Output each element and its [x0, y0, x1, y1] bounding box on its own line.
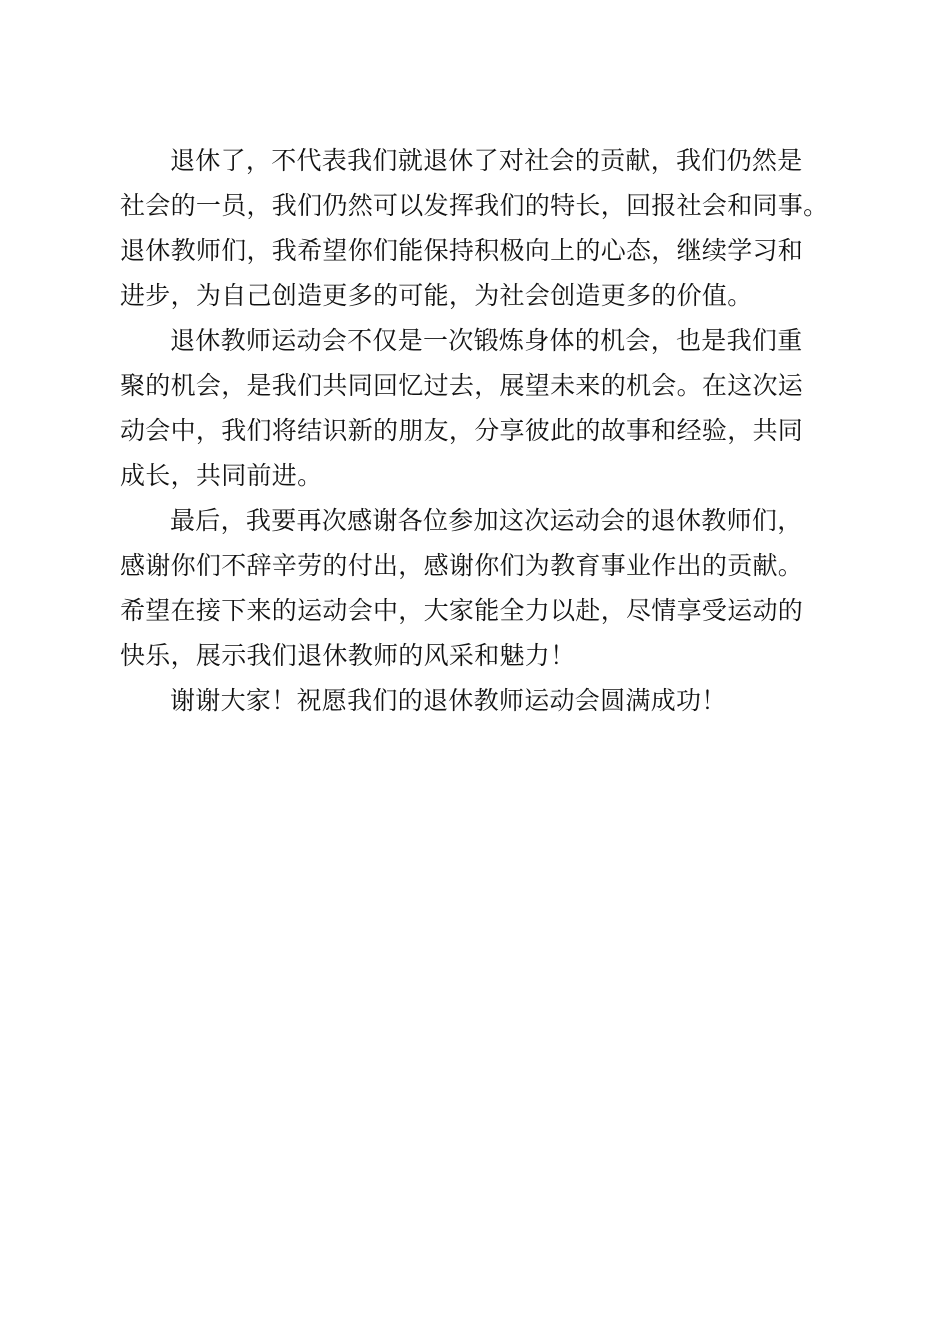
paragraph-3 [120, 498, 840, 678]
paragraph-2 [120, 318, 840, 498]
paragraph-line: 最后，我要再次感谢各位参加这次运动会的退休教师们， [170, 506, 803, 535]
paragraph-line: 聚的机会，是我们共同回忆过去，展望未来的机会。在这次运 [120, 371, 804, 400]
paragraph-line: 退休了，不代表我们就退休了对社会的贡献，我们仍然是 [170, 146, 803, 175]
paragraph-1 [120, 138, 840, 318]
paragraph-line: 社会的一员，我们仍然可以发挥我们的特长，回报社会和同事。 [120, 191, 829, 220]
paragraph-line: 谢谢大家！祝愿我们的退休教师运动会圆满成功！ [170, 686, 727, 715]
paragraph-line: 进步，为自己创造更多的可能，为社会创造更多的价值。 [120, 281, 753, 310]
paragraph-line: 希望在接下来的运动会中，大家能全力以赴，尽情享受运动的 [120, 596, 804, 625]
paragraph-line: 动会中，我们将结识新的朋友，分享彼此的故事和经验，共同 [120, 416, 804, 445]
paragraph-4 [120, 678, 840, 723]
paragraph-line: 快乐，展示我们退休教师的风采和魅力！ [120, 641, 576, 670]
paragraph-line: 感谢你们不辞辛劳的付出，感谢你们为教育事业作出的贡献。 [120, 551, 804, 580]
document-body [120, 138, 840, 723]
paragraph-line: 退休教师运动会不仅是一次锻炼身体的机会，也是我们重 [170, 326, 803, 355]
paragraph-line: 退休教师们，我希望你们能保持积极向上的心态，继续学习和 [120, 236, 804, 265]
paragraph-line: 成长，共同前进。 [120, 461, 323, 490]
